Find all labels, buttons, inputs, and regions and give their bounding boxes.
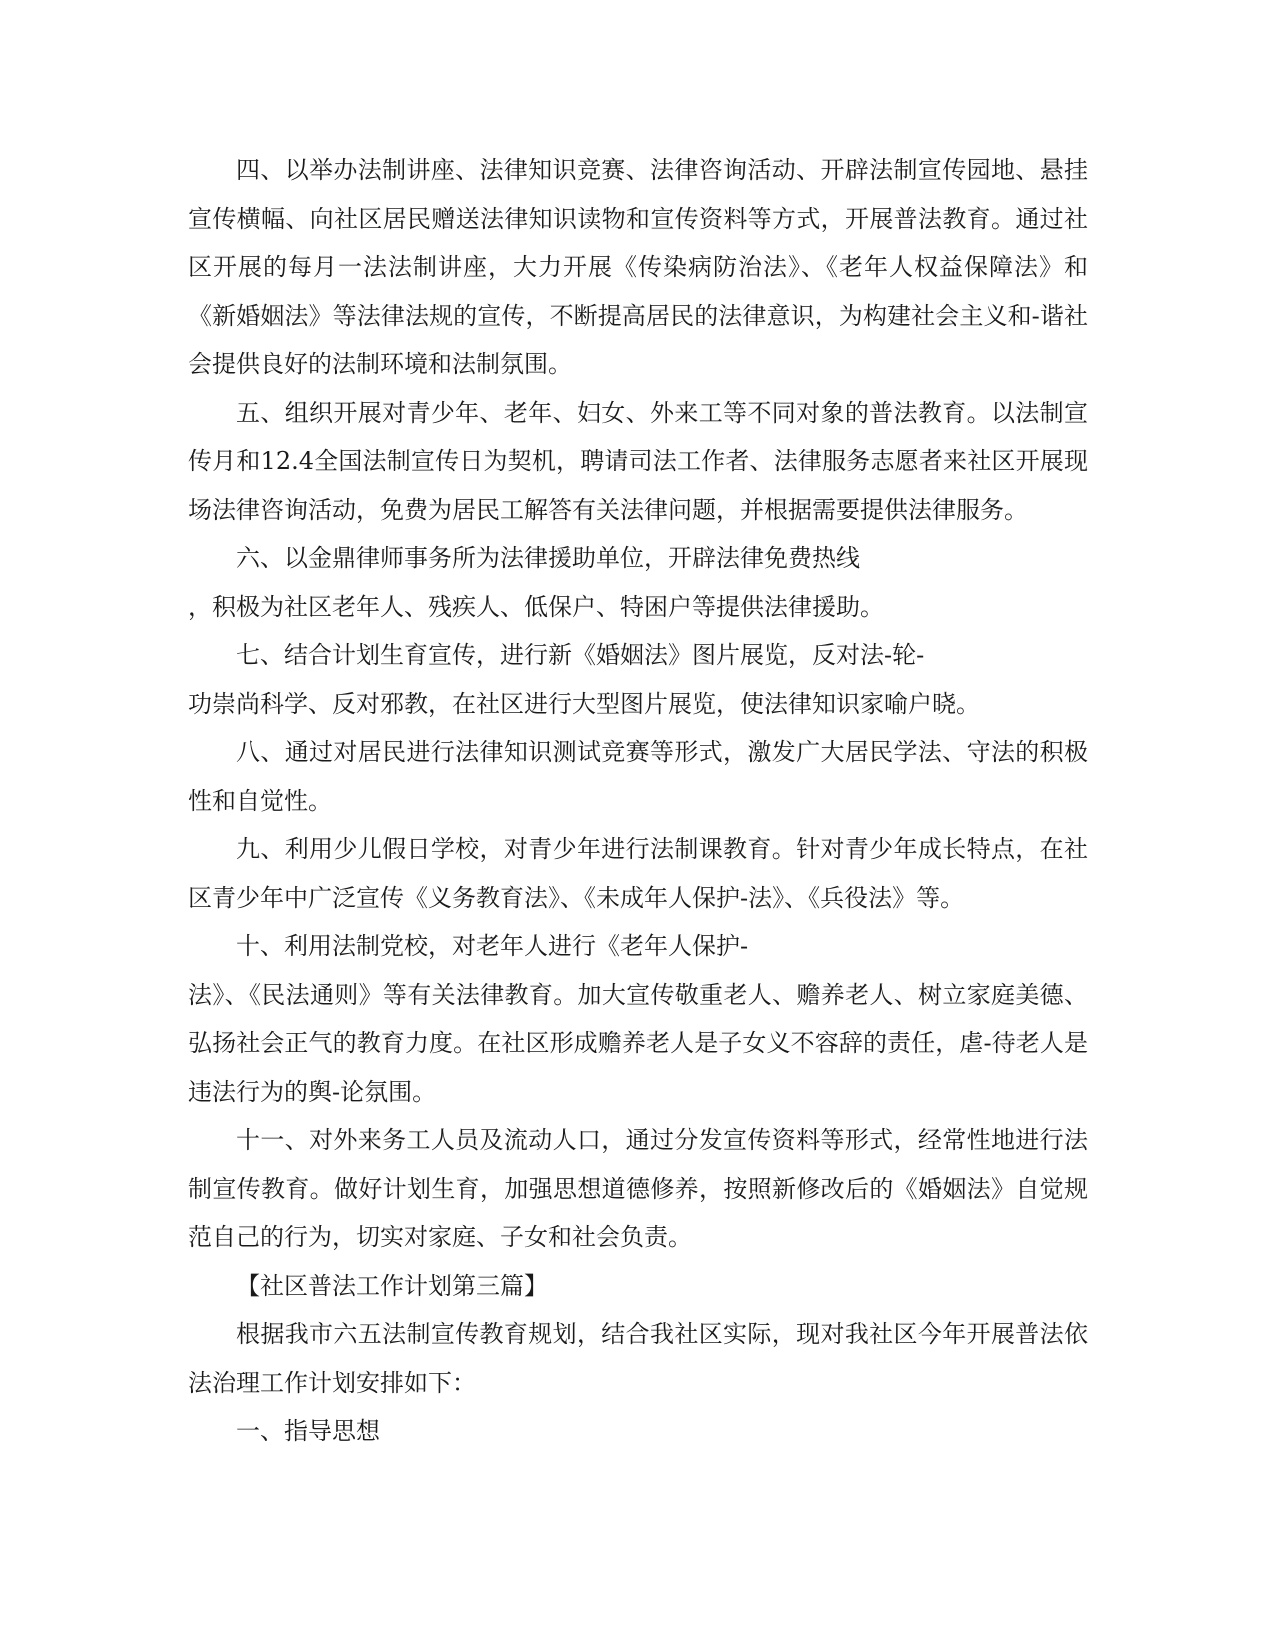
paragraph-10-continued: 法》、《民法通则》等有关法律教育。加大宣传敬重老人、赡养老人、树立家庭美德、弘扬社会正气的教育力度。在社区形成赡养老人是子女义不容辞的责任，虐-待老人是违法行为的舆-论氛围。: [188, 980, 1088, 1106]
document-body: [188, 146, 1088, 1456]
paragraph-9: 九、利用少儿假日学校，对青少年进行法制课教育。针对青少年成长特点，在社区青少年中广泛宣传《义务教育法》、《未成年人保护-法》、《兵役法》等。: [188, 835, 1088, 912]
subheading-guiding-ideology: 一、指导思想: [236, 1417, 380, 1445]
paragraph-8: 八、通过对居民进行法律知识测试竞赛等形式，激发广大居民学法、守法的积极性和自觉性。: [188, 738, 1088, 815]
paragraph-5: 五、组织开展对青少年、老年、妇女、外来工等不同对象的普法教育。以法制宣传月和12.4全国法制宣传日为契机，聘请司法工作者、法律服务志愿者来社区开展现场法律咨询活动，免费为居民工解答有关法律问题，并根据需要提供法律服务。: [188, 398, 1088, 524]
paragraph-6: 六、以金鼎律师事务所为法律援助单位，开辟法律免费热线: [236, 544, 860, 572]
section-heading: 【社区普法工作计划第三篇】: [236, 1271, 548, 1300]
paragraph-10: 十、利用法制党校，对老年人进行《老年人保护-: [236, 932, 749, 960]
paragraph-11: 十一、对外来务工人员及流动人口，通过分发宣传资料等形式，经常性地进行法制宣传教育。做好计划生育，加强思想道德修养，按照新修改后的《婚姻法》自觉规范自己的行为，切实对家庭、子女和社会负责。: [188, 1126, 1088, 1251]
intro-paragraph: 根据我市六五法制宣传教育规划，结合我社区实际，现对我社区今年开展普法依法治理工作计划安排如下：: [188, 1320, 1088, 1397]
paragraph-4: 四、以举办法制讲座、法律知识竞赛、法律咨询活动、开辟法制宣传园地、悬挂宣传横幅、向社区居民赠送法律知识读物和宣传资料等方式，开展普法教育。通过社区开展的每月一法法制讲座，大力开展《传染病防治法》、《老年人权益保障法》和《新婚姻法》等法律法规的宣传，不断提高居民的法律意识，为构建社会主义和-谐社会提供良好的法制环境和法制氛围。: [188, 156, 1088, 378]
paragraph-7-continued: 功崇尚科学、反对邪教，在社区进行大型图片展览，使法律知识家喻户晓。: [188, 689, 980, 718]
paragraph-7: 七、结合计划生育宣传，进行新《婚姻法》图片展览，反对法-轮-: [236, 641, 925, 669]
paragraph-6-continued: ，积极为社区老年人、残疾人、低保户、特困户等提供法律援助。: [188, 592, 884, 621]
